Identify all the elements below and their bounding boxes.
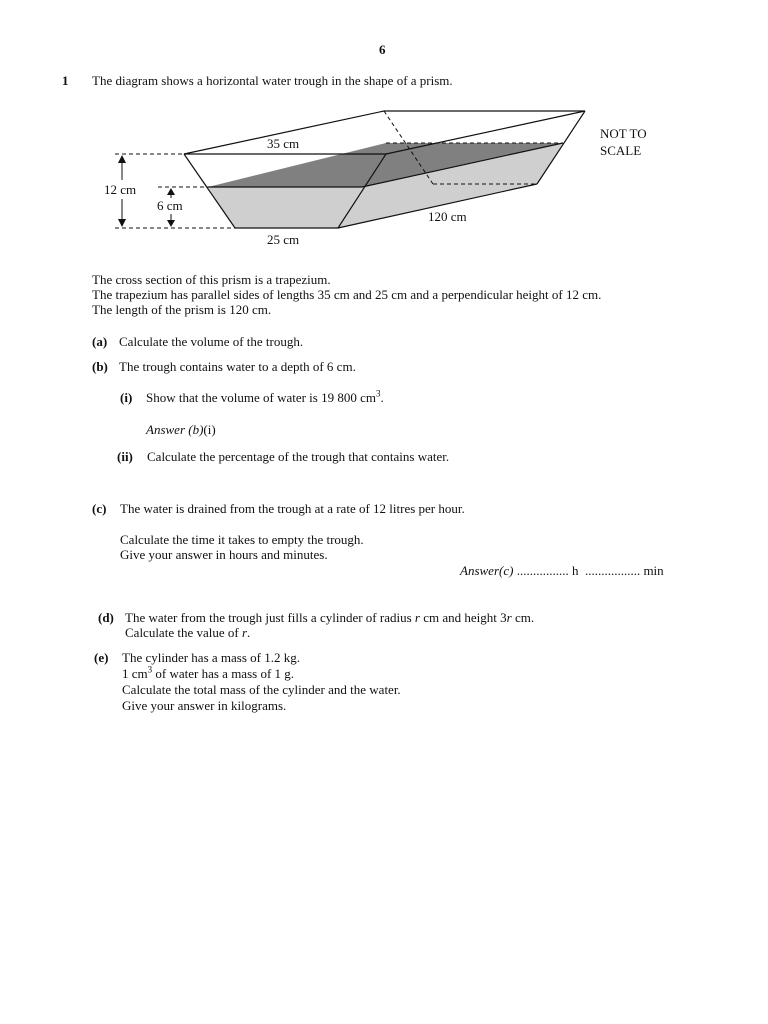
- part-d-label: (d): [98, 610, 114, 625]
- depth-arrow-down-head: [167, 220, 175, 227]
- part-b-text: The trough contains water to a depth of 6 cm.: [119, 359, 356, 374]
- label-depth: 6 cm: [157, 198, 183, 213]
- height-arrow-up-head: [118, 155, 126, 163]
- info-line-1: The cross section of this prism is a trapezium.: [92, 272, 331, 287]
- part-e-line-3: Calculate the total mass of the cylinder and the water.: [122, 682, 401, 697]
- part-e-label: (e): [94, 650, 109, 665]
- answer-c: Answer(c) ................ h ................. min: [460, 563, 664, 578]
- part-d-line-1: The water from the trough just fills a cylinder of radius r cm and height 3r cm.: [125, 610, 535, 625]
- label-bottom-width: 25 cm: [267, 232, 300, 247]
- trough-diagram: [0, 0, 768, 260]
- part-c-label: (c): [92, 501, 107, 516]
- page-number: 6: [379, 42, 386, 57]
- height-arrow-down-head: [118, 219, 126, 227]
- not-to-scale-line1: NOT TO: [600, 126, 647, 141]
- label-length: 120 cm: [428, 209, 467, 224]
- label-height: 12 cm: [104, 182, 137, 197]
- part-b-ii-text: Calculate the percentage of the trough that contains water.: [147, 449, 450, 464]
- part-c-line-1: The water is drained from the trough at a rate of 12 litres per hour.: [120, 501, 465, 516]
- part-b-i-text: Show that the volume of water is 19 800 $cm^3$.: [146, 388, 384, 405]
- depth-arrow-up-head: [167, 188, 175, 195]
- part-a-text: Calculate the volume of the trough.: [119, 334, 304, 349]
- part-c-line-3: Give your answer in hours and minutes.: [120, 547, 328, 562]
- part-d-line-2: Calculate the value of r.: [125, 625, 251, 640]
- label-top-width: 35 cm: [267, 136, 300, 151]
- part-b-label: (b): [92, 359, 108, 374]
- info-line-3: The length of the prism is 120 cm.: [92, 302, 272, 317]
- not-to-scale-line2: SCALE: [600, 143, 642, 158]
- part-b-i-label: (i): [120, 390, 133, 405]
- part-e-line-4: Give your answer in kilograms.: [122, 698, 287, 713]
- question-intro: The diagram shows a horizontal water trough in the shape of a prism.: [92, 73, 453, 88]
- part-b-ii-label: (ii): [117, 449, 133, 464]
- part-e-line-2: 1 $cm^3$ of water has a mass of 1 g.: [122, 664, 295, 681]
- part-e-line-1: The cylinder has a mass of 1.2 kg.: [122, 650, 300, 665]
- question-number: 1: [62, 73, 69, 88]
- part-a-label: (a): [92, 334, 108, 349]
- info-line-2: The trapezium has parallel sides of lengths 35 cm and 25 cm and a perpendicular height of 12 cm.: [92, 287, 602, 302]
- part-c-line-2: Calculate the time it takes to empty the trough.: [120, 532, 364, 547]
- answer-b-i: Answer (b)(i): [146, 422, 216, 437]
